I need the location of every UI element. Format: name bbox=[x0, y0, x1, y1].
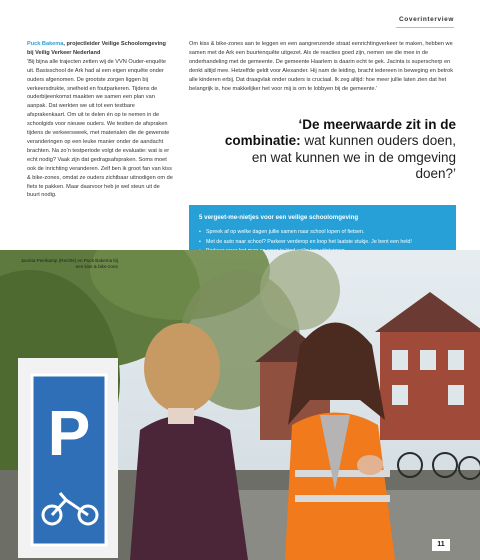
pull-quote-rest: wat kunnen ouders doen, en wat kunnen we in de omgeving doen?’ bbox=[251, 133, 456, 182]
right-body-text: Om kiss & bike-zones aan te leggen en een aangrenzende straat eenrichtingverkeer te maken, hebben we samen met de Ark een buurtenquête uitgezet. Als de reacties goed zijn, nemen we die mee in de onderhandeling met de gemeente. De gemeente Haarlem is daarin echt te gek. Jacinta is superscherp en denkt altijd mee. Hetzelfde geldt voor Alexander. Hij nam de leiding, bracht iedereen in beweging en betrok alle kinderen erbij. Dat draagvlak onder ouders is cruciaal. Ik zeg altijd: hoe meer jullie laten zien dat het belangrijk is, hoe makkelijker het voor mij is om te lobbyen bij de gemeente.’ bbox=[189, 41, 454, 92]
section-label: Coverinterview bbox=[398, 16, 454, 23]
tip-item: • Spreek af op welke dagen jullie samen naar school lopen of fietsen. bbox=[199, 228, 449, 238]
lead-role: , projectleider Veilige Schoolomgeving bij Veilig Verkeer Nederland bbox=[27, 41, 166, 56]
photo-caption: Jacinta Peerkamp (Rechts) en Puck Bakema bij een kiss & bike-zone bbox=[20, 258, 118, 269]
right-column bbox=[189, 40, 455, 93]
lead-name: Puck Bakema bbox=[27, 41, 64, 47]
lead-heading bbox=[27, 40, 173, 58]
page-number: 11 bbox=[432, 539, 450, 551]
svg-text:P: P bbox=[47, 397, 91, 469]
left-column bbox=[27, 40, 173, 200]
tip-item: • Met de auto naar school? Parkeer verderop en loop het laatste stukje. Je bent een held! bbox=[199, 238, 449, 248]
left-body-text: ‘Bij bijna alle trajecten zetten wij de VVN Ouder-enquête uit. Basisschool de Ark had al een eigen enquête onder ouders afgenomen. De grootste zorgen liggen bij verkeersdrukte, snelheid en foutparkeren. Tijdens de ouderbijeenkomst maakten we samen een plan van aanpak. Dat werkten we uit tot een testbare afsprakenkaart. Om uit te delen én op te nemen in de schoolgids voor nieuwe ouders. We testten de afspraken tijdens de verkeersweek, met materialen die de gewenste veranderingen op een leuke manier onder de aandacht brachten. Na zo’n testperiode volgt de evaluatie: wat is er echt nodig? Vaak zijn dat gedragsafspraken. Soms moet ook de inrichting veranderen. Zelf ben ik groot fan van kiss & bike-zones, omdat ze ouders zichtbaar uitnodigen om de fiets te pakken. Maar daarvoor heb je wel steun uit de buurt nodig. bbox=[27, 58, 173, 199]
cover-photo bbox=[0, 250, 480, 560]
section-divider bbox=[396, 27, 454, 28]
tips-title: 5 vergeet-me-nietjes voor een veilige schoolomgeving bbox=[199, 214, 359, 221]
pull-quote bbox=[220, 117, 456, 183]
pull-quote-bold: ‘De meerwaarde zit in de combinatie: bbox=[224, 117, 456, 149]
photo-illustration bbox=[0, 250, 480, 560]
